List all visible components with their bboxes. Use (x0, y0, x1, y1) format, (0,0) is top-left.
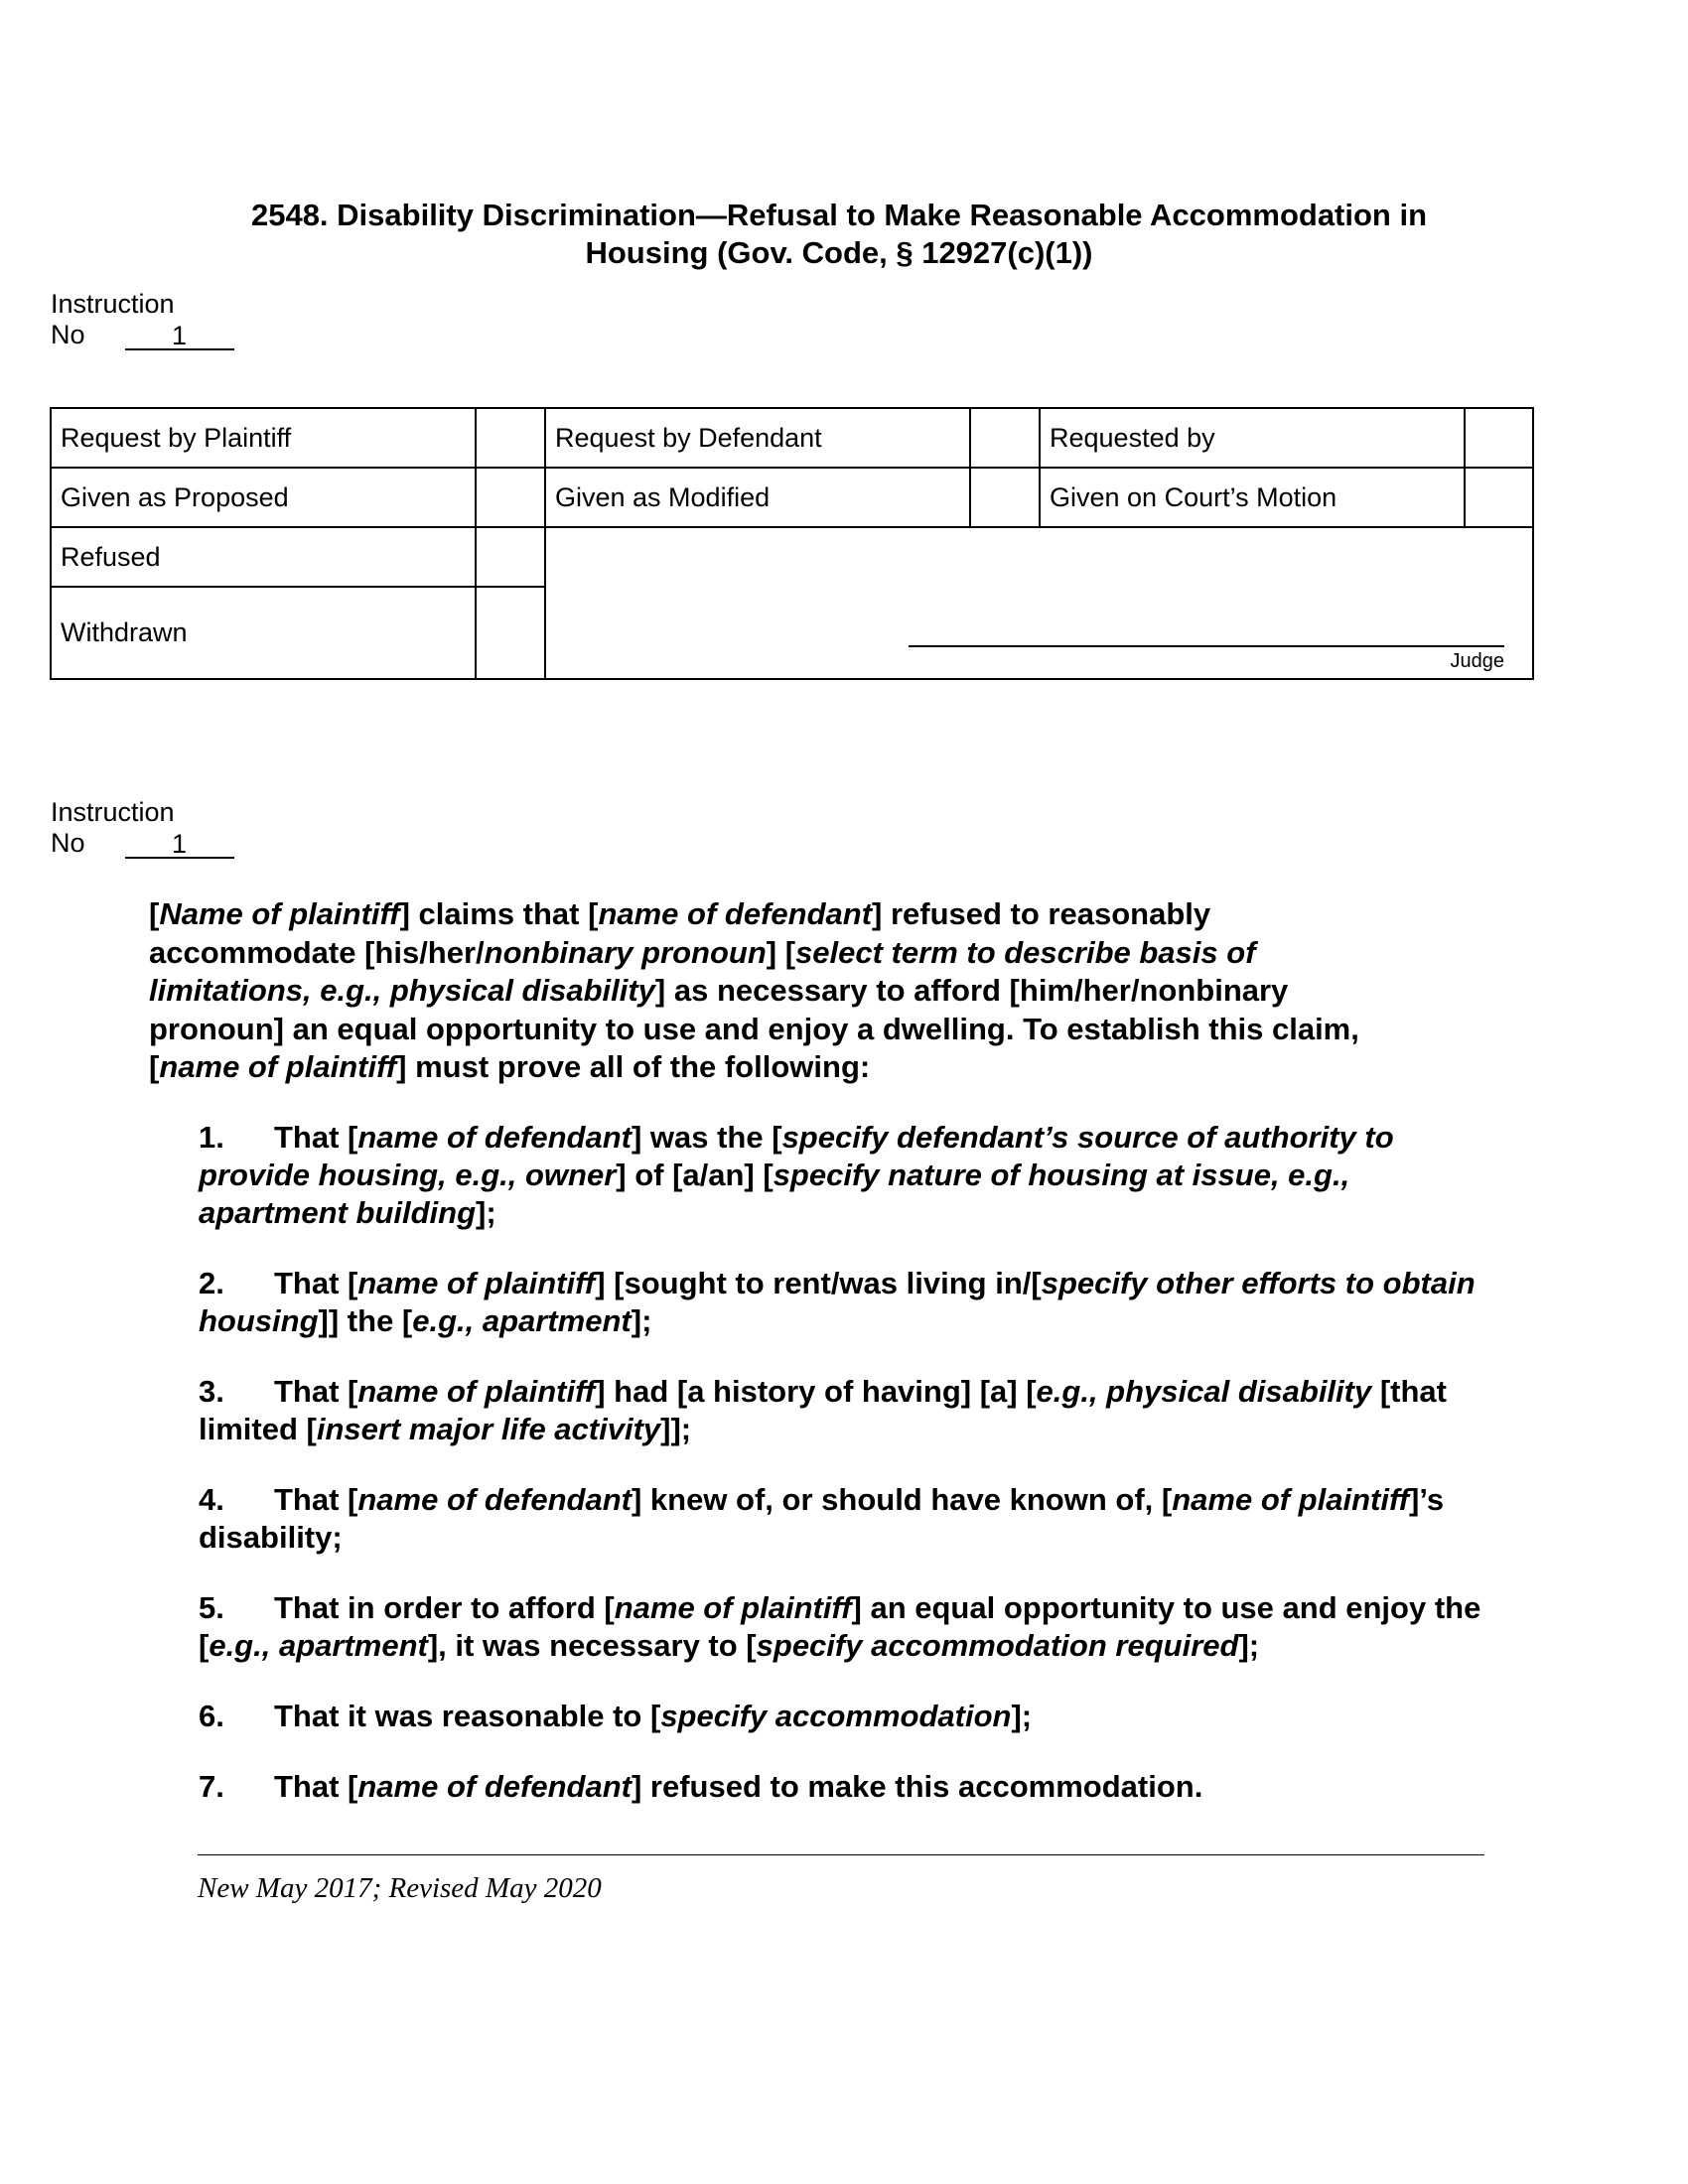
requested-by-checkbox[interactable] (1465, 408, 1533, 468)
request-by-defendant-label: Request by Defendant (545, 408, 970, 468)
instruction-number-field[interactable]: 1 (125, 831, 234, 859)
given-on-courts-motion-label: Given on Court’s Motion (1040, 468, 1465, 527)
request-by-plaintiff-label: Request by Plaintiff (51, 408, 476, 468)
request-by-defendant-checkbox[interactable] (970, 408, 1040, 468)
element-item-6: 6. That it was reasonable to [specify accommodation]; (199, 1699, 1033, 1733)
element-item-2: 2. That [name of plaintiff] [sought to rent/was living in/[specify other efforts to obtain housing]] the [e.g., apartment]; (199, 1266, 1476, 1338)
element-item-5: 5. That in order to afford [name of plaintiff] an equal opportunity to use and enjoy the [e.g., apartment], it was necessary to [specify accommodation required]; (199, 1590, 1481, 1663)
given-as-modified-checkbox[interactable] (970, 468, 1040, 527)
given-on-courts-motion-checkbox[interactable] (1465, 468, 1533, 527)
elements-list (199, 1119, 1499, 1839)
instruction-body-paragraph: [Name of plaintiff] claims that [name of defendant] refused to reasonably accommodate [his/her/nonbinary pronoun] [select term to describe basis of limitations, e.g., physical disability] as necessary to afford [him/her/nonbinary pronoun] an equal opportunity to use and enjoy a dwelling. To establish this claim, [name of plaintiff] must prove all of the following: (149, 896, 1359, 1084)
no-label: No (51, 320, 85, 349)
judge-signature-area[interactable] (545, 527, 1533, 679)
withdrawn-label: Withdrawn (51, 587, 476, 679)
disposition-table (50, 407, 1534, 680)
given-as-proposed-label: Given as Proposed (51, 468, 476, 527)
element-item-1: 1. That [name of defendant] was the [specify defendant’s source of authority to provide housing, e.g., owner] of [a/an] [specify nature of housing at issue, e.g., apartment building]; (199, 1120, 1394, 1230)
instruction-number-block-top (51, 289, 234, 350)
title-line-1: 2548. Disability Discrimination—Refusal to Make Reasonable Accommodation in (250, 198, 1428, 232)
element-item-7: 7. That [name of defendant] refused to make this accommodation. (199, 1769, 1203, 1804)
refused-checkbox[interactable] (476, 527, 545, 587)
element-item-3: 3. That [name of plaintiff] had [a history of having] [a] [e.g., physical disability [that limited [insert major life activity]]; (199, 1374, 1447, 1446)
instruction-number-field[interactable]: 1 (125, 323, 234, 350)
given-as-modified-label: Given as Modified (545, 468, 970, 527)
refused-label: Refused (51, 527, 476, 587)
footer-divider (198, 1854, 1484, 1855)
revision-history: New May 2017; Revised May 2020 (198, 1872, 602, 1904)
given-as-proposed-checkbox[interactable] (476, 468, 545, 527)
element-item-4: 4. That [name of defendant] knew of, or should have known of, [name of plaintiff]’s disability; (199, 1482, 1445, 1555)
instruction-label: Instruction (51, 289, 175, 319)
withdrawn-checkbox[interactable] (476, 587, 545, 679)
instruction-title (149, 197, 1529, 272)
judge-label: Judge (1450, 650, 1504, 672)
no-label: No (51, 828, 85, 858)
judge-signature-line (909, 645, 1504, 647)
instruction-number-block-bottom (51, 797, 234, 859)
requested-by-label: Requested by (1040, 408, 1465, 468)
title-line-2: Housing (Gov. Code, § 12927(c)(1)) (585, 235, 1093, 270)
request-by-plaintiff-checkbox[interactable] (476, 408, 545, 468)
instruction-label: Instruction (51, 797, 175, 827)
